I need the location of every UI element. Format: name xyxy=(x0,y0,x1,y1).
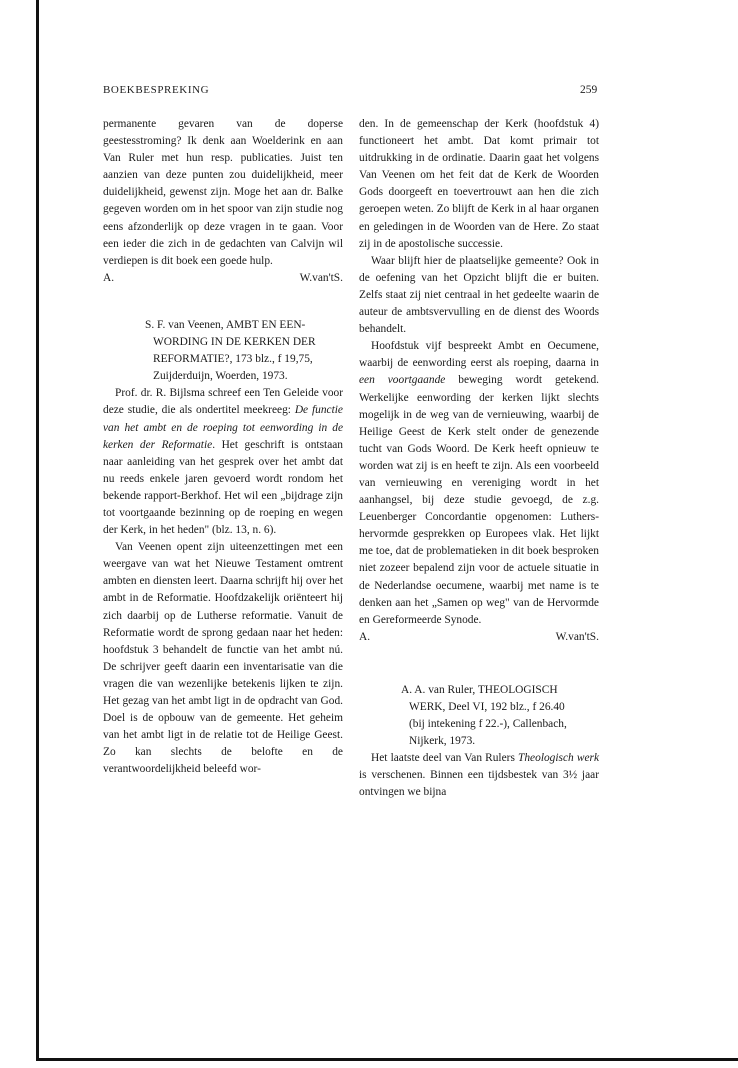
bibliographic-entry xyxy=(359,682,599,750)
text-run: . Het geschrift is ontstaan naar aanleiding van het gesprek over het ambt dat nu reeds enkele jaren gevoerd wordt rondom het bekende rapport-Berkhof. Het wil een „bijdrage zijn tot voortgaande bezinning op de roeping en wegen der Kerk, in het heden" (blz. 13, n. 6). xyxy=(103,438,344,537)
page-left-edge xyxy=(36,0,39,1060)
signature-initial: A. xyxy=(359,630,371,643)
review-paragraph xyxy=(359,750,599,801)
biblio-line: (bij intekening f 22.-), Callenbach, xyxy=(409,718,567,731)
right-column xyxy=(359,116,599,802)
biblio-line: S. F. van Veenen, AMBT EN EEN- xyxy=(145,318,306,331)
italic-title: Theologisch werk xyxy=(518,752,599,765)
biblio-line: WORDING IN DE KERKEN DER xyxy=(153,336,316,349)
review-signature xyxy=(103,270,343,287)
bibliographic-entry xyxy=(103,317,343,385)
biblio-line: Nijkerk, 1973. xyxy=(409,735,476,748)
text-run: beweging wordt getekend. Werkelijke eenwording der kerken lijkt slechts mogelijk in de weg van de vernieuwing, waarbij de Heilige Geest de Kerk stelt onder de genezende tucht van Gods Woord. De Kerk heeft opnieuw te worden wat zij is en heeft te zijn. Als een voorbeeld van vernieuwing en vereniging wordt in het aanhangsel, bij deze studie gevoegd, de z.g. Leuenberger Concordantie opgenomen: Luthers-hervormde gesprekken op Europees vlak. Het lijkt me toe, dat de problematieken in dit boek besproken niet zozeer bepalend zijn voor de actuele situatie in de Nederlandse oecumene, waarbij met name is te denken aan het „Samen op weg" van de Hervormde en Gereformeerde Synode. xyxy=(359,374,599,626)
signature-name: W.van'tS. xyxy=(299,271,343,284)
running-header: BOEKBESPREKING xyxy=(103,84,210,96)
text-run: is verschenen. Binnen een tijdsbestek van 3½ jaar ontvingen we bijna xyxy=(359,769,599,799)
text-run: Het laatste deel van Van Rulers xyxy=(371,752,519,765)
review-tail-paragraph: permanente gevaren van de doperse geestesstroming? Ik denk aan Woelderink en aan Van Ruler met hun resp. publicaties. Juist ten aanzien van deze punten zou duidelijkheid, meer duidelijkheid, gewenst zijn. Moge het aan dr. Balke gegeven worden om in het spoor van zijn studie nog eens afzonderlijk op deze vragen in te gaan. Voor een ieder die zich in de gedachten van Calvijn wil verdiepen is dit boek een goede hulp. xyxy=(103,118,343,267)
biblio-line: A. A. van Ruler, THEOLOGISCH xyxy=(401,683,558,696)
italic-phrase: een voortgaande xyxy=(359,374,446,387)
biblio-line: WERK, Deel VI, 192 blz., f 26.40 xyxy=(409,701,565,713)
page-number: 259 xyxy=(580,84,598,96)
review-paragraph xyxy=(103,385,343,539)
review-paragraph: Waar blijft hier de plaatselijke gemeente? Ook in de oefening van het Opzicht blijft die er buiten. Zelfs staat zij niet centraal in het gedeelte waarin de auteur de ambtsvervulling en de dienst des Woords behandelt. xyxy=(359,254,599,336)
review-paragraph: den. In de gemeenschap der Kerk (hoofdstuk 4) functioneert het ambt. Dat komt primair tot uitdrukking in de ordinatie. Daarin gaat het volgens Van Veenen om het feit dat de Kerk de Woorden Gods doorgeeft en toevertrouwt aan hen die zich geroepen weten. Zo blijft de Kerk in al haar organen en geledingen in de Woorden van de Here. Zo staat zij in de apostolische successie. xyxy=(359,118,599,250)
left-column xyxy=(103,116,343,778)
biblio-line: Zuijderduijn, Woerden, 1973. xyxy=(153,370,288,383)
italic-subtitle: De functie van het ambt en de roeping tot eenwording in de kerken der Reformatie xyxy=(103,404,343,451)
signature-name: W.van'tS. xyxy=(555,630,599,643)
review-paragraph xyxy=(359,338,599,629)
text-run: Prof. dr. R. Bijlsma schreef een Ten Geleide voor deze studie, die als ondertitel meekreeg: xyxy=(103,387,343,417)
review-signature xyxy=(359,629,599,646)
review-paragraph: Van Veenen opent zijn uiteenzettingen met een weergave van wat het Nieuwe Testament omtrent ambten en diensten leert. Daarna schrijft hij over het ambt in de Reformatie. Hoofdzakelijk oriënteert hij zich daarbij op de Lutherse reformatie. Vanuit de Reformatie wordt de sprong gedaan naar het heden: hoofdstuk 3 behandelt de functie van het ambt nú. De schrijver geeft daarin een inventarisatie van die vragen die van wezenlijke betekenis lijken te zijn. Het gezag van het ambt ligt in de opdracht van God. Doel is de opbouw van de gemeente. Het geheim van het ambt ligt in de relatie tot de Heilige Geest. Zo kan slechts de belofte en de verantwoordelijkheid beleefd wor- xyxy=(103,541,343,776)
signature-initial: A. xyxy=(103,271,115,284)
biblio-line: REFORMATIE?, 173 blz., f 19,75, xyxy=(153,353,313,366)
text-run: Hoofdstuk vijf bespreekt Ambt en Oecumene, waarbij de eenwording eerst als roeping, daarna in xyxy=(359,340,599,370)
page-bottom-edge xyxy=(36,1058,738,1061)
